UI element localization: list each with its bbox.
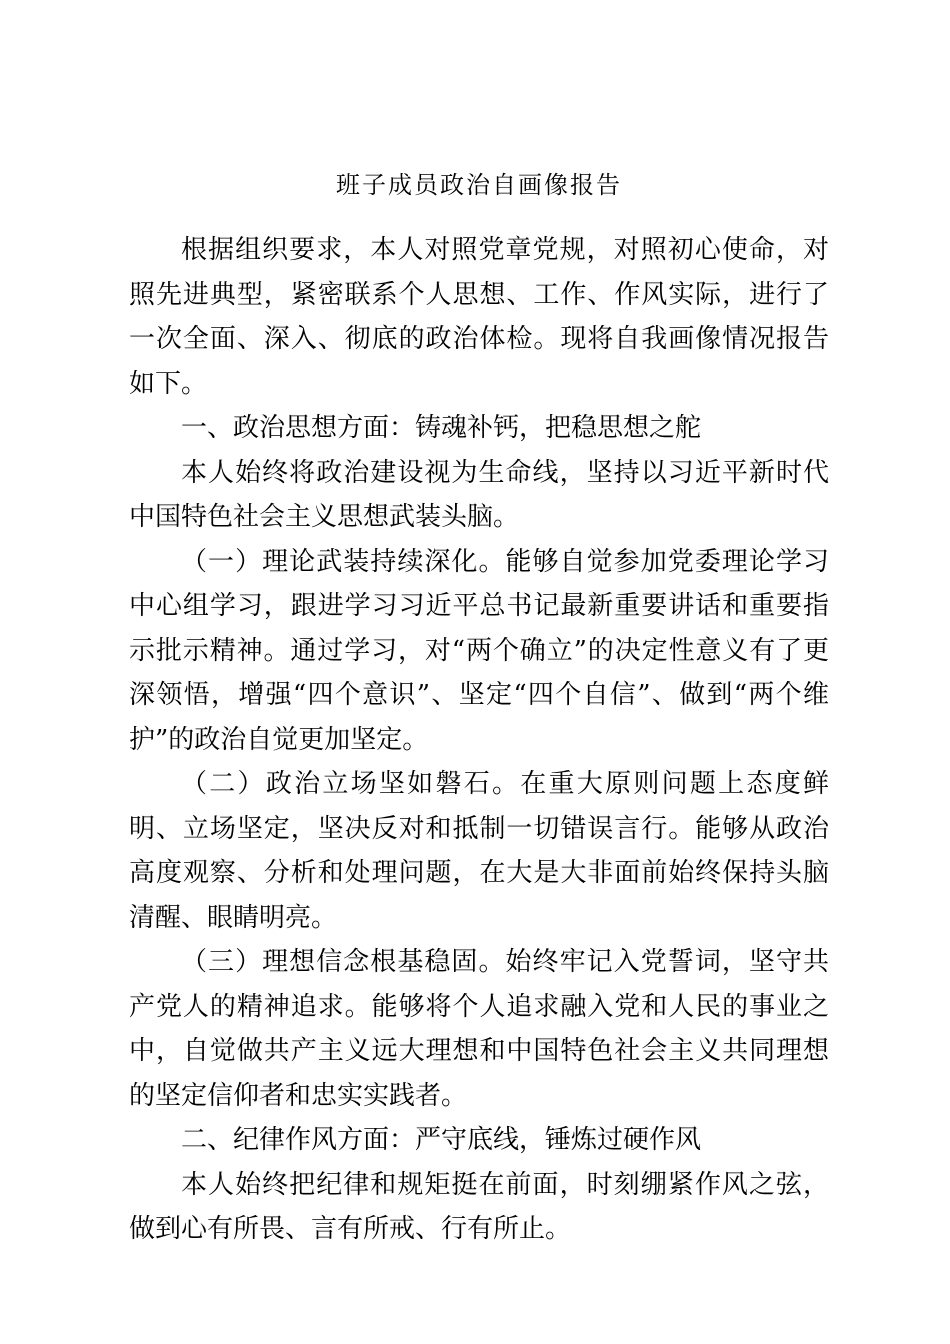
section-heading-2: 二、纪律作风方面：严守底线，锤炼过硬作风 [181,1125,702,1155]
subsection-1-paragraph: （一）理论武装持续深化。能够自觉参加党委理论学习中心组学习，跟进学习习近平总书记最新重要讲话和重要指示批示精神。通过学习，对“两个确立”的决定性意义有了更深领悟，增强“四个意识”、坚定“四个自信”、做到“两个维护”的政治自觉更加坚定。 [129,546,829,755]
subsection-2-paragraph: （二）政治立场坚如磐石。在重大原则问题上态度鲜明、立场坚定，坚决反对和抵制一切错误言行。能够从政治高度观察、分析和处理问题，在大是大非面前始终保持头脑清醒、眼睛明亮。 [129,769,829,933]
document-body [129,228,829,1252]
section-heading-1: 一、政治思想方面：铸魂补钙，把稳思想之舵 [181,413,702,443]
section-2-paragraph: 本人始终把纪律和规矩挺在前面，时刻绷紧作风之弦，做到心有所畏、言有所戒、行有所止。 [129,1169,829,1244]
document-title: 班子成员政治自画像报告 [336,171,622,199]
subsection-3-paragraph: （三）理想信念根基稳固。始终牢记入党誓词，坚守共产党人的精神追求。能够将个人追求融入党和人民的事业之中，自觉做共产主义远大理想和中国特色社会主义共同理想的坚定信仰者和忠实实践者。 [129,947,829,1111]
intro-paragraph: 根据组织要求，本人对照党章党规，对照初心使命，对照先进典型，紧密联系个人思想、工作、作风实际，进行了一次全面、深入、彻底的政治体检。现将自我画像情况报告如下。 [129,235,829,399]
section-1-paragraph: 本人始终将政治建设视为生命线，坚持以习近平新时代中国特色社会主义思想武装头脑。 [129,457,829,532]
